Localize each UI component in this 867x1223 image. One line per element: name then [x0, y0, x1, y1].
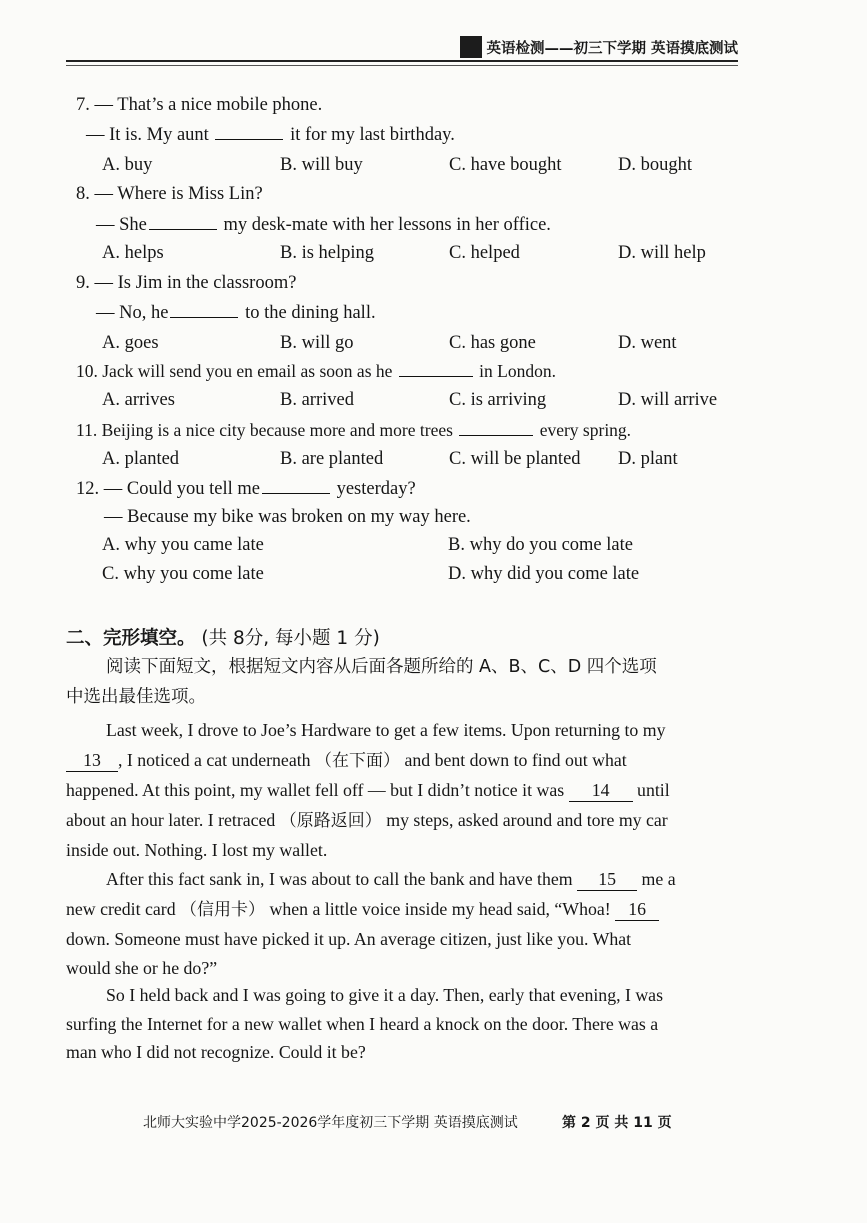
q11-option-d[interactable]: D. plant: [618, 449, 678, 469]
p1-line2-a: , I noticed a cat underneath: [118, 750, 311, 770]
q10-stem: [76, 360, 556, 382]
p1-line4-cn: （原路返回）: [279, 811, 382, 831]
q10-blank[interactable]: [399, 360, 473, 377]
q8-stem: 8. — Where is Miss Lin?: [76, 184, 263, 204]
q11-option-b[interactable]: B. are planted: [280, 449, 384, 469]
q9-option-a[interactable]: A. goes: [102, 333, 159, 353]
page-header: [66, 34, 738, 62]
footer-page-number: 第 2 页 共 11 页: [562, 1115, 672, 1131]
q7-blank[interactable]: [215, 123, 283, 140]
q8-answer-b: my desk-mate with her lessons in her office.: [223, 215, 551, 235]
passage-p2-line3: down. Someone must have picked it up. An average citizen, just like you. What: [66, 929, 632, 949]
q8-option-a[interactable]: A. helps: [102, 243, 164, 263]
p2-line1-b: me a: [641, 869, 676, 889]
footer-school: 北师大实验中学2025-2026学年度初三下学期 英语摸底测试: [143, 1115, 518, 1131]
p2-line2-a: new credit card: [66, 899, 176, 919]
q9-answer-line: [96, 301, 376, 324]
p1-line4-b: my steps, asked around and tore my car: [386, 810, 668, 830]
q11-stem: [76, 419, 631, 441]
q7-option-b[interactable]: B. will buy: [280, 155, 363, 175]
q8-answer-line: [96, 213, 551, 236]
p1-line4-a: about an hour later. I retraced: [66, 810, 276, 830]
p2-line2-cn: （信用卡）: [180, 900, 266, 920]
passage-p2-line1: [106, 868, 676, 891]
q12-stem-a: 12. — Could you tell me: [76, 479, 260, 499]
q11-option-c[interactable]: C. will be planted: [449, 449, 581, 469]
passage-p3-line2: surfing the Internet for a new wallet when I heard a knock on the door. There was a: [66, 1014, 659, 1034]
q7-option-d[interactable]: D. bought: [618, 155, 692, 175]
q7-answer-a: — It is. My aunt: [86, 125, 209, 145]
passage-p1-line5: inside out. Nothing. I lost my wallet.: [66, 840, 328, 860]
passage-p2-line2: [66, 898, 659, 921]
q9-stem: 9. — Is Jim in the classroom?: [76, 273, 297, 293]
header-block-icon: [460, 36, 482, 58]
section2-score: (共 8分, 每小题 1 分): [201, 628, 380, 649]
q10-stem-b: in London.: [479, 361, 556, 381]
q12-option-b[interactable]: B. why do you come late: [448, 535, 633, 555]
q12-stem: [76, 477, 416, 500]
q12-stem-b: yesterday?: [336, 479, 416, 499]
q7-answer-line: [86, 123, 455, 146]
passage-p2-line4: would she or he do?”: [66, 958, 218, 978]
q12-answer-line: — Because my bike was broken on my way here.: [104, 507, 471, 527]
p2-line1-a: After this fact sank in, I was about to call the bank and have them: [106, 869, 573, 889]
p2-line2-b: when a little voice inside my head said, “Whoa!: [269, 899, 611, 919]
q12-option-a[interactable]: A. why you came late: [102, 535, 264, 555]
passage-p1-line4: [66, 809, 668, 832]
blank-13[interactable]: 13: [66, 749, 118, 772]
q8-answer-a: — She: [96, 215, 147, 235]
q11-stem-b: every spring.: [539, 420, 632, 440]
q7-option-c[interactable]: C. have bought: [449, 155, 562, 175]
header-rule-thin: [66, 65, 738, 66]
q8-option-d[interactable]: D. will help: [618, 243, 706, 263]
q11-blank[interactable]: [459, 419, 533, 436]
q8-blank[interactable]: [149, 213, 217, 230]
p1-line2-cn: （在下面）: [315, 751, 400, 771]
q9-answer-a: — No, he: [96, 303, 169, 323]
q11-stem-a: 11. Beijing is a nice city because more and more trees: [76, 420, 453, 440]
section2-title: 二、完形填空。: [66, 628, 196, 649]
q10-option-b[interactable]: B. arrived: [280, 390, 354, 410]
section2-heading: [66, 624, 380, 650]
q10-option-a[interactable]: A. arrives: [102, 390, 175, 410]
header-title: 英语检测——初三下学期 英语摸底测试: [486, 40, 738, 57]
q9-blank[interactable]: [170, 301, 238, 318]
p1-line3-b: until: [637, 780, 670, 800]
p1-line2-b: and bent down to find out what: [404, 750, 627, 770]
q12-blank[interactable]: [262, 477, 330, 494]
section2-instruction-2: 中选出最佳选项。: [66, 687, 206, 707]
q7-stem: 7. — That’s a nice mobile phone.: [76, 95, 323, 115]
q11-option-a[interactable]: A. planted: [102, 449, 180, 469]
p1-line3-a: happened. At this point, my wallet fell off — but I didn’t notice it was: [66, 780, 565, 800]
passage-p3-line1: So I held back and I was going to give it a day. Then, early that evening, I was: [106, 985, 663, 1005]
q12-option-c[interactable]: C. why you come late: [102, 564, 264, 584]
passage-p1-line1: Last week, I drove to Joe’s Hardware to get a few items. Upon returning to my: [106, 720, 666, 740]
header-rule: [66, 60, 738, 62]
q9-answer-b: to the dining hall.: [245, 303, 376, 323]
q7-answer-b: it for my last birthday.: [290, 125, 455, 145]
q9-option-c[interactable]: C. has gone: [449, 333, 536, 353]
q8-option-b[interactable]: B. is helping: [280, 243, 375, 263]
q7-option-a[interactable]: A. buy: [102, 155, 153, 175]
q10-option-d[interactable]: D. will arrive: [618, 390, 718, 410]
header-title-group: [460, 36, 738, 58]
q9-option-b[interactable]: B. will go: [280, 333, 354, 353]
blank-14[interactable]: 14: [569, 779, 633, 802]
q9-option-d[interactable]: D. went: [618, 333, 677, 353]
q12-option-d[interactable]: D. why did you come late: [448, 564, 640, 584]
q8-option-c[interactable]: C. helped: [449, 243, 520, 263]
passage-p3-line3: man who I did not recognize. Could it be?: [66, 1042, 366, 1062]
passage-p1-line3: [66, 779, 670, 802]
blank-16[interactable]: 16: [615, 898, 659, 921]
section2-instruction-1: 阅读下面短文，根据短文内容从后面各题所给的 A、B、C、D 四个选项: [106, 657, 657, 677]
q10-stem-a: 10. Jack will send you en email as soon as he: [76, 361, 393, 381]
blank-15[interactable]: 15: [577, 868, 637, 891]
passage-p1-line2: [66, 749, 627, 772]
q10-option-c[interactable]: C. is arriving: [449, 390, 547, 410]
